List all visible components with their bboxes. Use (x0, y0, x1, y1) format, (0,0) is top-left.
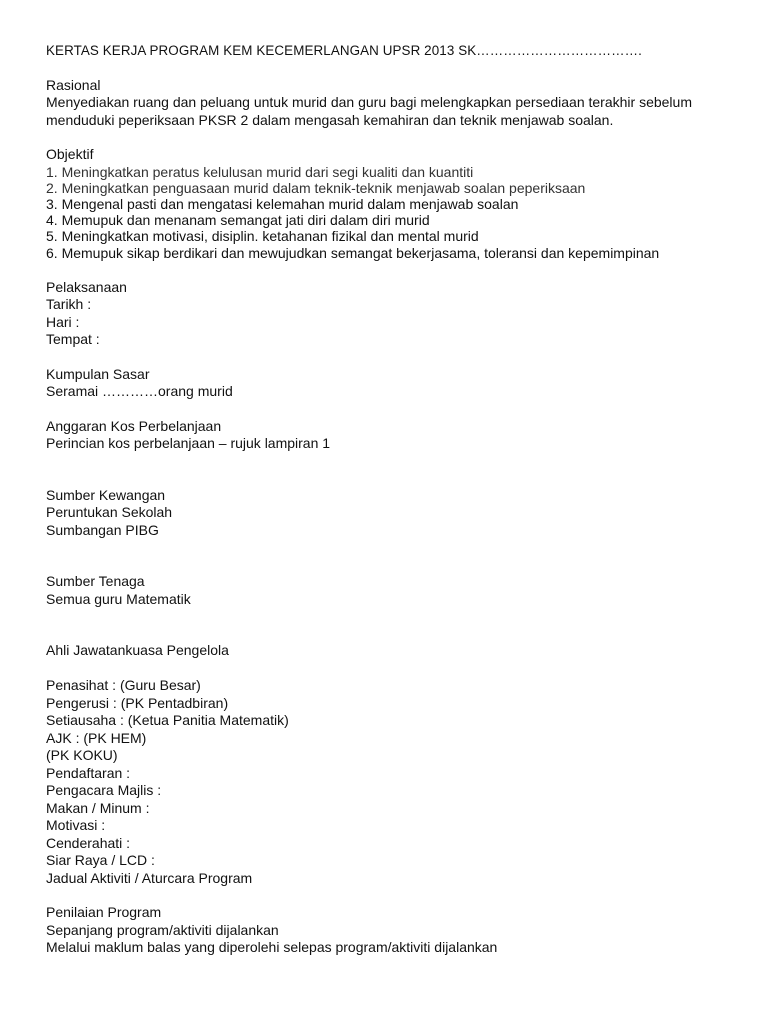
ajk-siar-raya: Siar Raya / LCD : (46, 852, 155, 869)
anggaran-kos-section (46, 418, 746, 453)
sumber-tenaga-line: Semua guru Matematik (46, 590, 191, 607)
document-page (46, 42, 746, 957)
ajk-penasihat: Penasihat : (Guru Besar) (46, 677, 201, 694)
ajk-pendaftaran: Pendaftaran : (46, 764, 131, 781)
kumpulan-sasar-line: Seramai …………orang murid (46, 383, 233, 400)
objektif-item: 2. Meningkatkan penguasaan murid dalam teknik-teknik menjawab soalan peperiksaan (46, 179, 586, 196)
anggaran-kos-line: Perincian kos perbelanjaan – rujuk lampiran 1 (46, 435, 331, 452)
kumpulan-sasar-section (46, 366, 746, 401)
rasional-line: menduduki peperiksaan PKSR 2 dalam mengasah kemahiran dan teknik menjawab soalan. (46, 111, 614, 128)
pelaksanaan-heading: Pelaksanaan (46, 278, 127, 295)
pelaksanaan-tempat: Tempat : (46, 331, 100, 348)
pelaksanaan-tarikh: Tarikh : (46, 296, 92, 313)
sumber-tenaga-section (46, 573, 746, 608)
penilaian-line: Sepanjang program/aktiviti dijalankan (46, 921, 279, 938)
document-title: KERTAS KERJA PROGRAM KEM KECEMERLANGAN UPSR 2013 SK………………………………. (46, 43, 642, 58)
rasional-section (46, 77, 746, 130)
ajk-motivasi: Motivasi : (46, 817, 106, 834)
objektif-item: 5. Meningkatkan motivasi, disiplin. ketahanan fizikal dan mental murid (46, 228, 479, 245)
sumber-kewangan-line: Sumbangan PIBG (46, 521, 159, 538)
sumber-kewangan-heading: Sumber Kewangan (46, 486, 166, 503)
objektif-list (46, 164, 746, 261)
ajk-pengerusi: Pengerusi : (PK Pentadbiran) (46, 694, 229, 711)
sumber-kewangan-section (46, 487, 746, 540)
sumber-tenaga-heading: Sumber Tenaga (46, 573, 145, 590)
ajk-jadual-aktiviti: Jadual Aktiviti / Aturcara Program (46, 869, 253, 886)
objektif-item: 1. Meningkatkan peratus kelulusan murid dari segi kualiti dan kuantiti (46, 163, 474, 180)
ajk-makan-minum: Makan / Minum : (46, 799, 150, 816)
sumber-kewangan-line: Peruntukan Sekolah (46, 504, 173, 521)
penilaian-line: Melalui maklum balas yang diperolehi selepas program/aktiviti dijalankan (46, 939, 498, 956)
objektif-item: 4. Memupuk dan menanam semangat jati diri dalam diri murid (46, 212, 430, 229)
penilaian-heading: Penilaian Program (46, 904, 162, 921)
objektif-item: 3. Mengenal pasti dan mengatasi kelemahan murid dalam menjawab soalan (46, 195, 519, 212)
rasional-heading: Rasional (46, 76, 101, 93)
objektif-heading: Objektif (46, 146, 94, 162)
ajk-heading: Ahli Jawatankuasa Pengelola (46, 642, 229, 659)
ajk-hem: AJK : (PK HEM) (46, 729, 147, 746)
pelaksanaan-hari: Hari : (46, 313, 80, 330)
ajk-koku: (PK KOKU) (46, 747, 118, 764)
kumpulan-sasar-heading: Kumpulan Sasar (46, 365, 150, 382)
ajk-section (46, 642, 746, 887)
objektif-section (46, 146, 746, 261)
anggaran-kos-heading: Anggaran Kos Perbelanjaan (46, 417, 222, 434)
ajk-cenderahati: Cenderahati : (46, 834, 131, 851)
ajk-pengacara: Pengacara Majlis : (46, 782, 162, 799)
objektif-item: 6. Memupuk sikap berdikari dan mewujudkan semangat bekerjasama, toleransi dan kepemimpinan (46, 244, 660, 261)
pelaksanaan-section (46, 279, 746, 349)
ajk-spacer (46, 660, 746, 678)
ajk-setiausaha: Setiausaha : (Ketua Panitia Matematik) (46, 712, 289, 729)
penilaian-section (46, 904, 746, 957)
rasional-line: Menyediakan ruang dan peluang untuk murid dan guru bagi melengkapkan persediaan terakhir sebelum (46, 94, 692, 110)
